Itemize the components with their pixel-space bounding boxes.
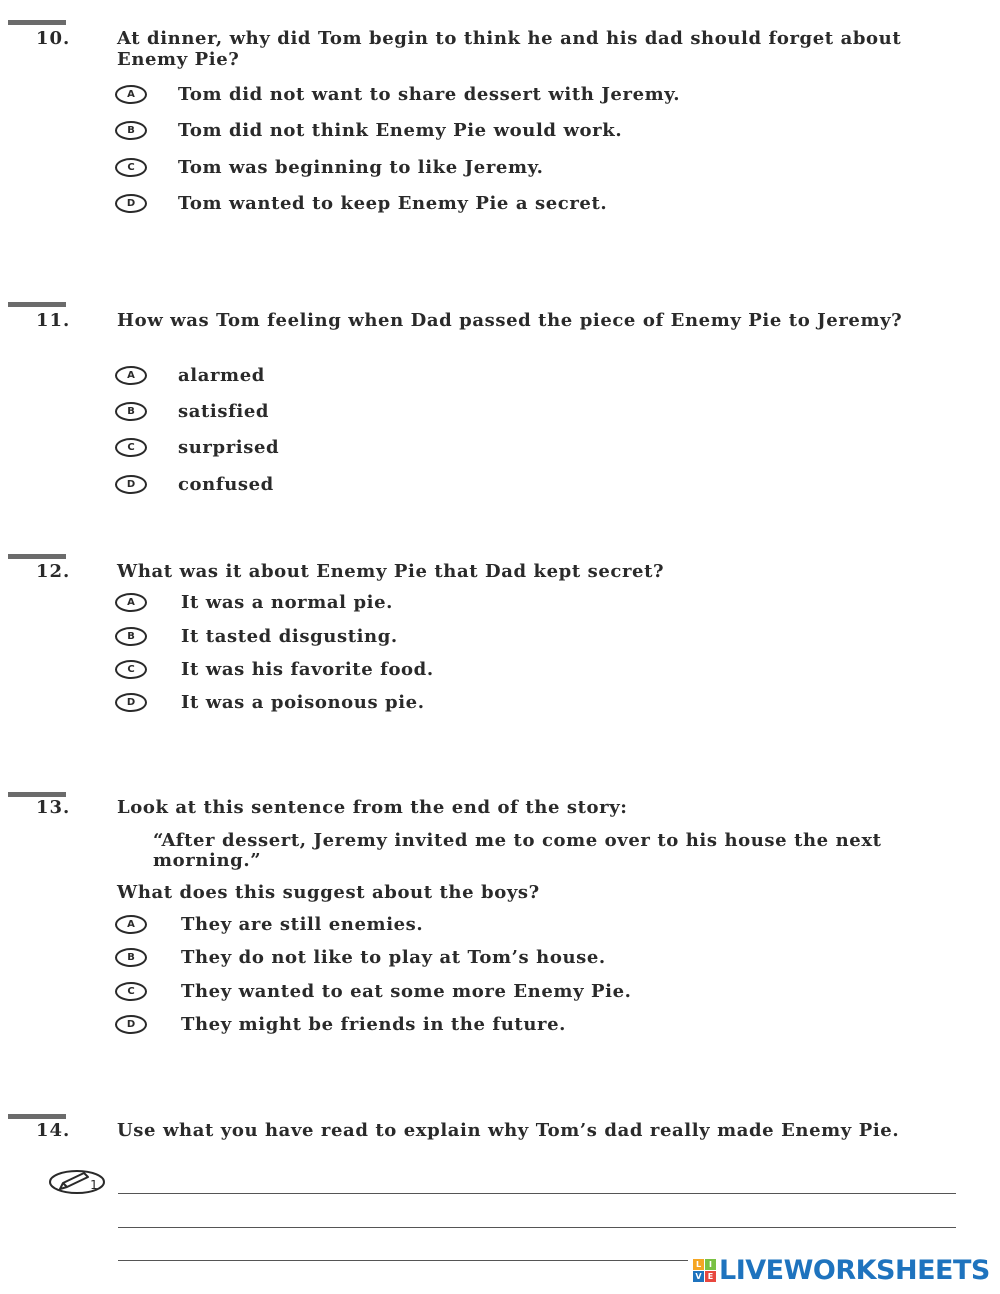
logo-text: LIVEWORKSHEETS bbox=[719, 1254, 990, 1286]
liveworksheets-logo bbox=[693, 1254, 990, 1286]
answer-text: It was a normal pie. bbox=[181, 592, 394, 613]
pencil-icon bbox=[48, 1168, 106, 1196]
answer-text: They are still enemies. bbox=[181, 914, 424, 935]
question-prompt: What does this suggest about the boys? bbox=[117, 882, 540, 903]
question-number: 11. bbox=[36, 310, 71, 331]
answer-bubble[interactable]: B bbox=[115, 402, 147, 421]
logo-mark-letter: E bbox=[705, 1271, 716, 1282]
answer-text: It was a poisonous pie. bbox=[181, 692, 425, 713]
logo-mark-letter: I bbox=[705, 1259, 716, 1270]
points-value: 1 bbox=[90, 1178, 98, 1192]
answer-bubble[interactable]: B bbox=[115, 121, 147, 140]
question-marker bbox=[8, 1114, 66, 1119]
answer-text: Tom was beginning to like Jeremy. bbox=[178, 157, 544, 178]
answer-bubble[interactable]: C bbox=[115, 982, 147, 1001]
answer-bubble[interactable]: C bbox=[115, 158, 147, 177]
answer-text: confused bbox=[178, 474, 274, 495]
logo-mark-letter: L bbox=[693, 1259, 704, 1270]
question-number: 10. bbox=[36, 28, 71, 49]
answer-line[interactable] bbox=[118, 1260, 688, 1261]
answer-bubble[interactable]: C bbox=[115, 438, 147, 457]
question-marker bbox=[8, 302, 66, 307]
answer-bubble[interactable]: D bbox=[115, 194, 147, 213]
question-number: 14. bbox=[36, 1120, 71, 1141]
answer-text: Tom wanted to keep Enemy Pie a secret. bbox=[178, 193, 608, 214]
answer-line[interactable] bbox=[118, 1193, 956, 1194]
answer-text: They might be friends in the future. bbox=[181, 1014, 567, 1035]
answer-bubble[interactable]: C bbox=[115, 660, 147, 679]
answer-bubble[interactable]: B bbox=[115, 627, 147, 646]
answer-text: surprised bbox=[178, 437, 280, 458]
answer-text: Tom did not want to share dessert with Jeremy. bbox=[178, 84, 681, 105]
question-marker bbox=[8, 20, 66, 25]
question-text: Use what you have read to explain why Tom’s dad really made Enemy Pie. bbox=[117, 1120, 900, 1141]
question-number: 12. bbox=[36, 561, 71, 582]
question-text: What was it about Enemy Pie that Dad kept secret? bbox=[117, 561, 665, 582]
answer-bubble[interactable]: B bbox=[115, 948, 147, 967]
answer-bubble[interactable]: D bbox=[115, 693, 147, 712]
story-quote: “After dessert, Jeremy invited me to come over to his house the next morning.” bbox=[153, 830, 882, 871]
answer-line[interactable] bbox=[118, 1227, 956, 1228]
answer-bubble[interactable]: D bbox=[115, 1015, 147, 1034]
question-text: Look at this sentence from the end of the story: bbox=[117, 797, 628, 818]
question-text: How was Tom feeling when Dad passed the piece of Enemy Pie to Jeremy? bbox=[117, 310, 903, 331]
question-number: 13. bbox=[36, 797, 71, 818]
logo-mark-icon bbox=[693, 1259, 716, 1282]
answer-bubble[interactable]: A bbox=[115, 593, 147, 612]
answer-text: It was his favorite food. bbox=[181, 659, 434, 680]
answer-text: They wanted to eat some more Enemy Pie. bbox=[181, 981, 632, 1002]
answer-bubble[interactable]: A bbox=[115, 366, 147, 385]
answer-text: alarmed bbox=[178, 365, 265, 386]
answer-text: They do not like to play at Tom’s house. bbox=[181, 947, 606, 968]
logo-mark-letter: V bbox=[693, 1271, 704, 1282]
answer-bubble[interactable]: D bbox=[115, 475, 147, 494]
answer-text: It tasted disgusting. bbox=[181, 626, 398, 647]
question-text: At dinner, why did Tom begin to think he and his dad should forget about Enemy Pie? bbox=[117, 28, 902, 70]
answer-text: Tom did not think Enemy Pie would work. bbox=[178, 120, 623, 141]
answer-text: satisfied bbox=[178, 401, 270, 422]
answer-bubble[interactable]: A bbox=[115, 85, 147, 104]
question-marker bbox=[8, 554, 66, 559]
answer-bubble[interactable]: A bbox=[115, 915, 147, 934]
